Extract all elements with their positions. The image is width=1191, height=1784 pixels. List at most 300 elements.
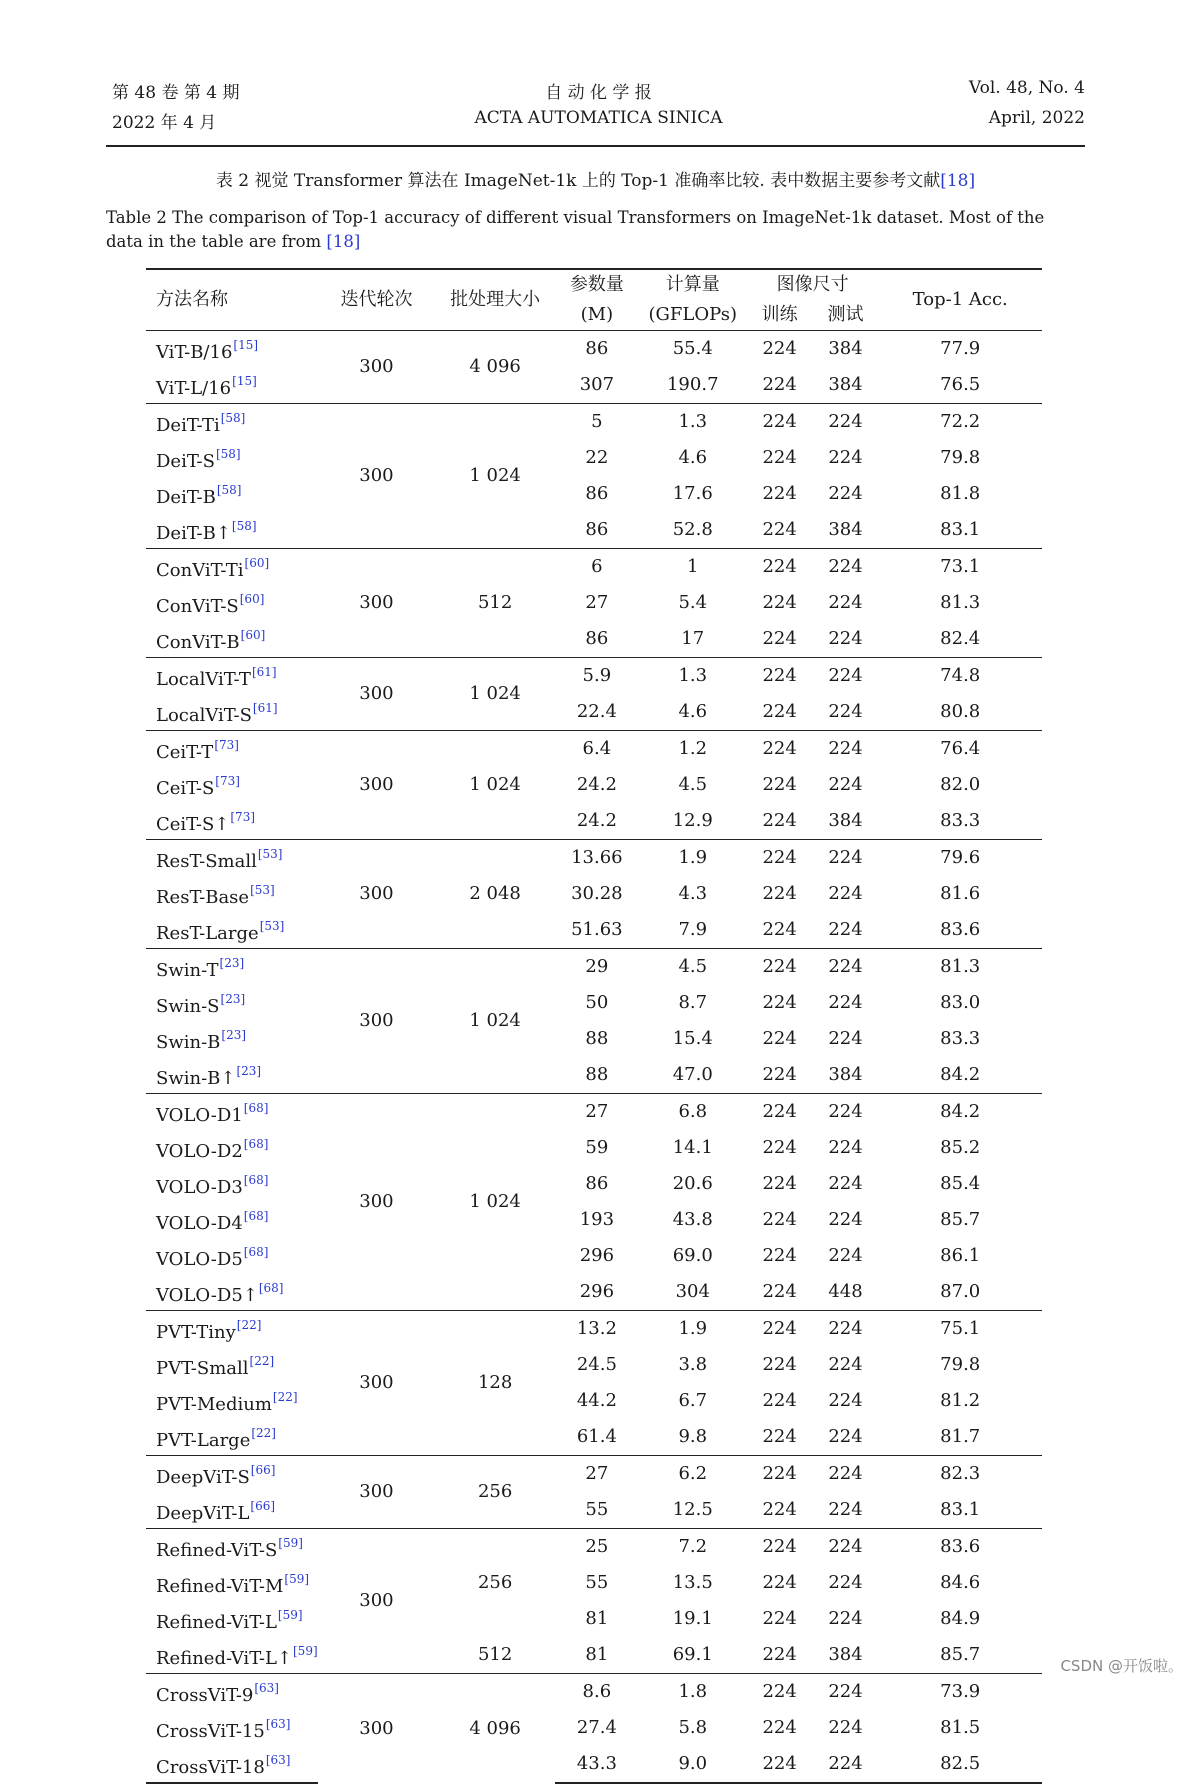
cell-train-size: 224 [747, 404, 813, 441]
cell-train-size: 224 [762, 1608, 797, 1629]
cell-test-size: 224 [813, 1529, 879, 1566]
cell-train-size: 224 [762, 992, 797, 1013]
table-row [146, 1311, 1042, 1348]
cell-epochs: 300 [318, 1311, 436, 1456]
cell-train-size: 224 [747, 1456, 813, 1493]
cell-train-size: 224 [762, 1717, 797, 1738]
cell-params: 51.63 [571, 919, 623, 940]
citation-link[interactable]: [23] [219, 956, 245, 970]
cell-train-size: 224 [762, 774, 797, 795]
cell-epochs: 300 [318, 840, 436, 949]
table-row [146, 1021, 1042, 1057]
cell-flops: 1.3 [639, 658, 747, 695]
citation-link[interactable]: [60] [240, 628, 266, 642]
table-row [146, 840, 1042, 877]
cell-method [146, 1057, 318, 1094]
cell-test-size: 224 [828, 919, 863, 940]
cell-method [146, 767, 318, 803]
header-date: 2022 年 4 月 [112, 113, 217, 133]
cell-method [146, 1492, 318, 1529]
cell-flops: 55.4 [639, 331, 747, 368]
cell-batch: 128 [435, 1311, 555, 1456]
method-name: CeiT-S↑ [156, 814, 230, 835]
cell-method [146, 1383, 318, 1419]
citation-link[interactable]: [68] [243, 1245, 269, 1259]
method-name: ConViT-B [156, 632, 240, 653]
table-row [146, 731, 1042, 768]
cell-flops: 1 [639, 549, 747, 586]
cell-method [146, 476, 318, 512]
method-name: CrossViT-15 [156, 1721, 265, 1742]
citation-link[interactable]: [61] [252, 701, 278, 715]
cell-method [146, 1274, 318, 1311]
cell-params: 86 [585, 483, 609, 504]
table-row [146, 367, 1042, 404]
table-row [146, 1746, 1042, 1783]
cell-test-size: 384 [828, 1644, 863, 1665]
table-row [146, 1130, 1042, 1166]
cell-flops: 5.4 [678, 592, 708, 613]
cell-accuracy: 82.0 [940, 774, 981, 795]
cell-test-size: 224 [828, 774, 863, 795]
cell-method [146, 1094, 318, 1131]
header-batch: 批处理大小 [435, 269, 555, 331]
method-name: VOLO-D2 [156, 1141, 243, 1162]
table-row [146, 949, 1042, 986]
table-row [146, 1456, 1042, 1493]
method-name: ConViT-Ti [156, 560, 244, 581]
cell-params: 6.4 [555, 731, 639, 768]
method-name: DeiT-Ti [156, 415, 220, 436]
cell-batch: 1 024 [435, 731, 555, 840]
cell-train-size: 224 [762, 1572, 797, 1593]
citation-link[interactable]: [63] [254, 1681, 279, 1695]
cell-accuracy: 73.9 [878, 1674, 1042, 1711]
citation-link[interactable]: [66] [250, 1463, 276, 1477]
method-name: PVT-Medium [156, 1394, 272, 1415]
table-row [146, 1202, 1042, 1238]
cell-train-size: 224 [762, 810, 797, 831]
citation-link[interactable]: [15] [232, 374, 257, 388]
cell-test-size: 224 [828, 1717, 863, 1738]
method-name: ResT-Small [156, 851, 257, 872]
header-epochs: 迭代轮次 [318, 269, 436, 331]
cell-accuracy: 72.2 [878, 404, 1042, 441]
cell-accuracy: 85.2 [940, 1137, 981, 1158]
method-name: ViT-B/16 [156, 342, 233, 363]
cell-train-size: 224 [762, 1499, 797, 1520]
cell-params: 27.4 [576, 1717, 617, 1738]
cell-method [146, 731, 318, 768]
cell-accuracy: 76.5 [940, 374, 981, 395]
header-volume: 第 48 卷 第 4 期 [112, 83, 240, 103]
citation-link[interactable]: [73] [214, 738, 239, 752]
cell-accuracy: 75.1 [878, 1311, 1042, 1348]
cell-accuracy: 85.4 [940, 1173, 981, 1194]
cell-params: 86 [585, 628, 609, 649]
table-body [146, 331, 1042, 1784]
cell-train-size: 224 [747, 1529, 813, 1566]
cell-accuracy: 74.8 [878, 658, 1042, 695]
comparison-table [146, 268, 1042, 1784]
cell-params: 5.9 [555, 658, 639, 695]
cell-accuracy: 82.3 [878, 1456, 1042, 1493]
cell-train-size: 224 [762, 1173, 797, 1194]
header-params: 参数量 [555, 269, 639, 300]
citation-link[interactable]: [59] [277, 1608, 303, 1622]
cell-test-size: 224 [828, 1245, 863, 1266]
cell-params: 22.4 [576, 701, 617, 722]
cell-train-size: 224 [747, 1746, 813, 1783]
cell-flops: 52.8 [672, 519, 713, 540]
cell-train-size: 224 [762, 447, 797, 468]
cell-train-size: 224 [762, 919, 797, 940]
cell-flops: 9.8 [678, 1426, 708, 1447]
cell-flops: 5.8 [678, 1717, 708, 1738]
citation-link[interactable]: [60] [239, 592, 265, 606]
cell-test-size: 224 [813, 658, 879, 695]
cell-accuracy: 85.7 [940, 1644, 981, 1665]
cell-flops: 43.8 [672, 1209, 713, 1230]
cell-flops: 4.6 [678, 701, 708, 722]
cell-accuracy: 83.3 [940, 810, 981, 831]
table-row [146, 1383, 1042, 1419]
table-row [146, 658, 1042, 695]
cell-flops: 1.2 [639, 731, 747, 768]
cell-test-size: 224 [828, 883, 863, 904]
cell-flops: 6.2 [639, 1456, 747, 1493]
cell-accuracy: 76.4 [878, 731, 1042, 768]
citation-link[interactable]: [73] [215, 774, 240, 788]
method-name: VOLO-D1 [156, 1105, 243, 1126]
table-row [146, 1565, 1042, 1601]
method-name: CeiT-T [156, 742, 214, 763]
cell-params: 61.4 [576, 1426, 617, 1447]
table-row [146, 440, 1042, 476]
cell-method [146, 585, 318, 621]
cell-accuracy: 79.8 [940, 1354, 981, 1375]
cell-method [146, 876, 318, 912]
cell-accuracy: 83.6 [878, 1529, 1042, 1566]
table-caption-cn: 表 2 视觉 Transformer 算法在 ImageNet-1k 上的 Top-1 准确率比较. 表中数据主要参考文献[18] [215, 171, 976, 191]
cell-params: 55 [585, 1572, 609, 1593]
citation-link[interactable]: [22] [251, 1426, 276, 1440]
table-row [146, 767, 1042, 803]
header-flops: 计算量 [639, 269, 747, 300]
method-name: ResT-Base [156, 887, 250, 908]
header-method: 方法名称 [146, 269, 318, 331]
cell-train-size: 224 [747, 1311, 813, 1348]
cell-train-size: 224 [762, 1390, 797, 1411]
cell-method [146, 404, 318, 441]
cell-method [146, 1202, 318, 1238]
cell-flops: 15.4 [672, 1028, 713, 1049]
watermark: CSDN @开饭啦。 [1060, 1657, 1183, 1675]
method-name: VOLO-D5 [156, 1249, 243, 1270]
cell-method [146, 840, 318, 877]
cell-params: 29 [555, 949, 639, 986]
cell-test-size: 224 [828, 1390, 863, 1411]
cell-accuracy: 83.1 [940, 519, 981, 540]
cell-train-size: 224 [747, 840, 813, 877]
cell-test-size: 224 [828, 483, 863, 504]
method-name: DeepViT-S [156, 1467, 250, 1488]
cell-train-size: 224 [762, 1064, 797, 1085]
method-name: DeiT-S [156, 451, 215, 472]
method-name: CrossViT-18 [156, 1757, 265, 1778]
citation-link[interactable]: [68] [243, 1209, 269, 1223]
header-accuracy: Top-1 Acc. [878, 269, 1042, 331]
cell-test-size: 224 [828, 592, 863, 613]
citation-link[interactable]: [63] [265, 1753, 291, 1767]
cell-accuracy: 85.7 [940, 1209, 981, 1230]
cell-method [146, 1674, 318, 1711]
cell-batch: 1 024 [435, 949, 555, 1094]
citation-link[interactable]: [63] [265, 1717, 291, 1731]
method-name: Refined-ViT-L [156, 1612, 277, 1633]
cell-flops: 190.7 [666, 374, 719, 395]
header-train: 训练 [747, 300, 813, 331]
cell-params: 296 [579, 1281, 615, 1302]
method-name: Swin-T [156, 960, 219, 981]
cell-flops: 4.3 [678, 883, 708, 904]
citation-link[interactable]: [22] [249, 1354, 275, 1368]
cell-train-size: 224 [762, 1137, 797, 1158]
cell-method [146, 1529, 318, 1566]
header-rule [106, 145, 1085, 147]
cell-epochs: 300 [318, 1529, 436, 1674]
method-name: VOLO-D5↑ [156, 1285, 258, 1306]
cell-flops: 7.2 [639, 1529, 747, 1566]
cell-epochs: 300 [318, 1456, 436, 1529]
citation-link[interactable]: [66] [250, 1499, 276, 1513]
method-name: CeiT-S [156, 778, 215, 799]
method-name: DeiT-B↑ [156, 523, 231, 544]
cell-params: 5 [555, 404, 639, 441]
method-name: Refined-ViT-L↑ [156, 1648, 292, 1669]
cell-epochs: 300 [318, 1094, 436, 1311]
method-name: LocalViT-T [156, 669, 251, 690]
cell-params: 22 [585, 447, 609, 468]
cell-accuracy: 81.2 [940, 1390, 981, 1411]
cell-accuracy: 79.6 [878, 840, 1042, 877]
citation-link[interactable]: [58] [220, 411, 246, 425]
citation-link[interactable]: [59] [293, 1644, 318, 1658]
header-flops-unit: (GFLOPs) [639, 300, 747, 331]
method-name: Refined-ViT-S [156, 1540, 278, 1561]
cell-batch: 4 096 [435, 1674, 555, 1784]
cell-method [146, 949, 318, 986]
cell-test-size: 224 [828, 1209, 863, 1230]
cell-accuracy: 82.5 [878, 1746, 1042, 1783]
citation-link[interactable]: [73] [230, 810, 256, 824]
table-row [146, 1057, 1042, 1094]
cell-method [146, 985, 318, 1021]
caption-cn-citation[interactable]: [18] [940, 171, 976, 191]
cell-train-size: 224 [747, 549, 813, 586]
cell-test-size: 224 [828, 447, 863, 468]
cell-train-size: 224 [747, 1674, 813, 1711]
cell-train-size: 224 [762, 1354, 797, 1375]
table-row [146, 476, 1042, 512]
cell-batch: 2 048 [435, 840, 555, 949]
citation-link[interactable]: [58] [216, 483, 242, 497]
table-row [146, 1710, 1042, 1746]
cell-method [146, 1238, 318, 1274]
cell-params: 13.2 [555, 1311, 639, 1348]
cell-flops: 12.5 [672, 1499, 713, 1520]
cell-method [146, 694, 318, 731]
cell-epochs: 300 [318, 731, 436, 840]
method-name: PVT-Large [156, 1430, 251, 1451]
cell-test-size: 224 [813, 840, 879, 877]
cell-train-size: 224 [762, 1644, 797, 1665]
table-row [146, 512, 1042, 549]
table-row [146, 1419, 1042, 1456]
citation-link[interactable]: [59] [284, 1572, 310, 1586]
cell-accuracy: 84.2 [878, 1094, 1042, 1131]
citation-link[interactable]: [58] [231, 519, 257, 533]
citation-link[interactable]: [15] [233, 338, 259, 352]
cell-params: 55 [585, 1499, 609, 1520]
citation-link[interactable]: [68] [243, 1173, 269, 1187]
citation-link[interactable]: [53] [257, 847, 283, 861]
cell-params: 86 [585, 1173, 609, 1194]
cell-train-size: 224 [762, 483, 797, 504]
cell-method [146, 331, 318, 368]
citation-link[interactable]: [53] [250, 883, 275, 897]
cell-method [146, 621, 318, 658]
cell-batch: 1 024 [435, 658, 555, 731]
cell-train-size: 224 [762, 1281, 797, 1302]
cell-accuracy: 73.1 [878, 549, 1042, 586]
cell-flops: 19.1 [672, 1608, 713, 1629]
cell-params: 27 [555, 1456, 639, 1493]
running-header [112, 78, 1085, 148]
cell-test-size: 224 [813, 549, 879, 586]
table-row [146, 549, 1042, 586]
method-name: ResT-Large [156, 923, 259, 944]
cell-test-size: 224 [828, 1608, 863, 1629]
cell-train-size: 224 [762, 519, 797, 540]
citation-link[interactable]: [68] [258, 1281, 284, 1295]
method-name: PVT-Tiny [156, 1322, 236, 1343]
cell-test-size: 224 [828, 1137, 863, 1158]
cell-test-size: 224 [813, 1456, 879, 1493]
cell-method [146, 1166, 318, 1202]
cell-method [146, 912, 318, 949]
citation-link[interactable]: [60] [244, 556, 270, 570]
table-row [146, 985, 1042, 1021]
method-name: ConViT-S [156, 596, 239, 617]
table-row [146, 694, 1042, 731]
cell-train-size: 224 [762, 1209, 797, 1230]
table-row [146, 1529, 1042, 1566]
cell-test-size: 224 [828, 701, 863, 722]
cell-method [146, 1419, 318, 1456]
cell-train-size: 224 [747, 731, 813, 768]
cell-flops: 12.9 [672, 810, 713, 831]
cell-method [146, 803, 318, 840]
cell-test-size: 224 [828, 1028, 863, 1049]
cell-test-size: 224 [828, 1572, 863, 1593]
cell-test-size: 224 [813, 1094, 879, 1131]
cell-test-size: 224 [828, 1499, 863, 1520]
cell-method [146, 658, 318, 695]
cell-batch: 512 [435, 549, 555, 658]
cell-accuracy: 83.1 [940, 1499, 981, 1520]
cell-epochs: 300 [318, 658, 436, 731]
cell-params: 81 [585, 1644, 609, 1665]
cell-params: 24.2 [576, 810, 617, 831]
citation-link[interactable]: [23] [236, 1064, 262, 1078]
table-row [146, 803, 1042, 840]
cell-train-size: 224 [762, 374, 797, 395]
cell-method [146, 367, 318, 404]
citation-link[interactable]: [58] [215, 447, 241, 461]
cell-params: 27 [555, 1094, 639, 1131]
citation-link[interactable]: [23] [220, 992, 246, 1006]
citation-link[interactable]: [23] [221, 1028, 247, 1042]
cell-params: 50 [585, 992, 609, 1013]
cell-test-size: 224 [813, 731, 879, 768]
cell-batch: 256 [435, 1456, 555, 1529]
header-journal-cn: 自 动 化 学 报 [545, 83, 652, 103]
caption-en-citation[interactable]: [18] [326, 232, 361, 251]
method-name: Swin-B↑ [156, 1068, 236, 1089]
cell-params: 6 [555, 549, 639, 586]
table-row [146, 876, 1042, 912]
cell-params: 193 [579, 1209, 615, 1230]
header-journal-en: ACTA AUTOMATICA SINICA [474, 108, 723, 128]
citation-link[interactable]: [22] [272, 1390, 298, 1404]
table-row [146, 1166, 1042, 1202]
citation-link[interactable]: [68] [243, 1101, 269, 1115]
table-row [146, 912, 1042, 949]
cell-test-size: 384 [828, 810, 863, 831]
cell-flops: 47.0 [672, 1064, 713, 1085]
cell-params: 24.5 [576, 1354, 617, 1375]
cell-accuracy: 87.0 [940, 1281, 981, 1302]
citation-link[interactable]: [53] [259, 919, 285, 933]
cell-train-size: 224 [747, 658, 813, 695]
table-caption-en: Table 2 The comparison of Top-1 accuracy of different visual Transformers on ImageNet-1k dataset. Most of the data in the table are from [18] [106, 208, 1045, 251]
citation-link[interactable]: [68] [243, 1137, 269, 1151]
cell-test-size: 448 [828, 1281, 863, 1302]
citation-link[interactable]: [59] [278, 1536, 303, 1550]
cell-flops: 17.6 [672, 483, 713, 504]
cell-train-size: 224 [762, 883, 797, 904]
citation-link[interactable]: [22] [236, 1318, 262, 1332]
cell-method [146, 1637, 318, 1674]
cell-accuracy: 83.0 [940, 992, 981, 1013]
cell-accuracy: 84.2 [940, 1064, 981, 1085]
cell-params: 24.2 [576, 774, 617, 795]
cell-batch: 512 [477, 1644, 513, 1665]
cell-epochs: 300 [318, 1674, 436, 1784]
method-name: ViT-L/16 [156, 378, 232, 399]
cell-batch: 1 024 [435, 404, 555, 549]
cell-test-size: 224 [828, 1173, 863, 1194]
cell-method [146, 1347, 318, 1383]
cell-flops: 6.8 [639, 1094, 747, 1131]
table-row [146, 1274, 1042, 1311]
cell-flops: 20.6 [672, 1173, 713, 1194]
citation-link[interactable]: [61] [251, 665, 277, 679]
cell-accuracy: 86.1 [940, 1245, 981, 1266]
cell-test-size: 224 [828, 1426, 863, 1447]
cell-flops: 7.9 [678, 919, 708, 940]
